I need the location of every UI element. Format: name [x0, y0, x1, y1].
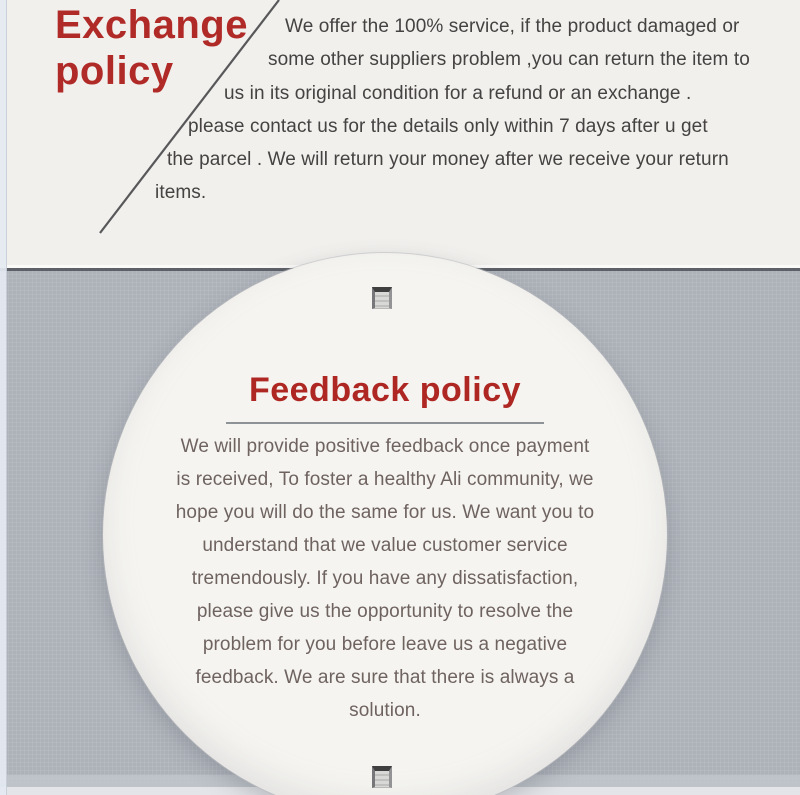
feedback-text-line: problem for you before leave us a negative: [202, 634, 568, 655]
left-edge-strip: [0, 0, 7, 795]
exchange-text-line: the parcel . We will return your money after we receive your return: [167, 149, 729, 170]
feedback-text-line: We will provide positive feedback once payment: [180, 436, 590, 457]
feedback-policy-text: [131, 430, 639, 727]
feedback-text-line: feedback. We are sure that there is always a: [195, 667, 575, 688]
exchange-text-line: some other suppliers problem ,you can return the item to: [268, 49, 750, 70]
exchange-title-line2: policy: [55, 49, 174, 93]
hang-hole-top-icon: [372, 287, 392, 309]
exchange-text-line: items.: [155, 182, 207, 203]
feedback-policy-title: Feedback policy: [248, 371, 522, 409]
feedback-text-line: tremendously. If you have any dissatisfaction,: [191, 568, 579, 589]
feedback-text-line: understand that we value customer service: [202, 535, 568, 556]
exchange-text-line: please contact us for the details only within 7 days after u get: [188, 116, 708, 137]
exchange-text-line: us in its original condition for a refund or an exchange .: [224, 83, 692, 104]
feedback-tag-circle: [103, 253, 667, 795]
exchange-title-line1: Exchange: [55, 3, 248, 47]
hang-hole-bottom-icon: [372, 766, 392, 788]
title-underline: [226, 422, 544, 424]
exchange-policy-section: [0, 0, 800, 268]
exchange-text-line: We offer the 100% service, if the product damaged or: [285, 16, 740, 37]
feedback-text-line: hope you will do the same for us. We want you to: [175, 502, 595, 523]
feedback-text-line: please give us the opportunity to resolve the: [196, 601, 574, 622]
feedback-text-line: is received, To foster a healthy Ali community, we: [176, 469, 594, 490]
feedback-text-line: solution.: [349, 700, 421, 721]
